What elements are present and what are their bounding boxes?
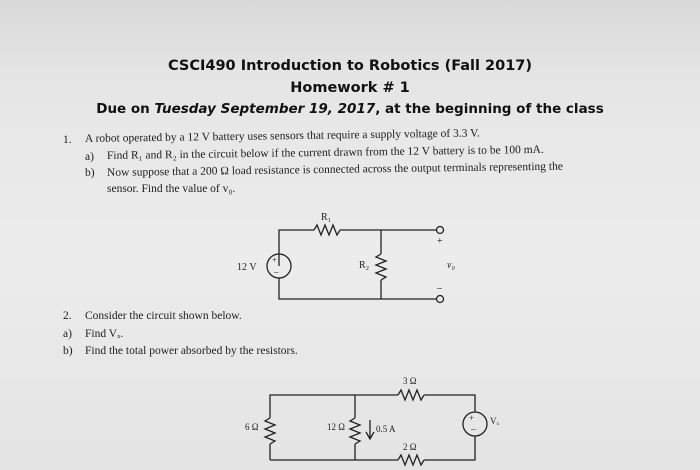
- terminal-minus-sign: –: [437, 283, 442, 294]
- r12-resistor: [350, 418, 360, 444]
- r1-label: R₁: [321, 212, 332, 223]
- terminal-plus-sign: +: [437, 236, 443, 247]
- due-suffix: , at the beginning of the class: [375, 101, 604, 117]
- course-title: CSCI490 Introduction to Robotics (Fall 2017): [167, 58, 533, 74]
- due-prefix: Due on: [96, 101, 155, 117]
- problem1b-text2: sensor. Find the value of v₀.: [107, 183, 236, 195]
- problem1a-label: a): [85, 151, 94, 163]
- r3-label: 3 Ω: [403, 376, 417, 386]
- r6-resistor: [265, 418, 275, 444]
- vx-minus-sign: –: [471, 424, 476, 434]
- vx-plus-sign: +: [469, 413, 475, 423]
- problem2b-label: b): [63, 345, 73, 357]
- source-minus-sign: –: [274, 267, 279, 277]
- r3-resistor: [398, 390, 424, 400]
- problem1b-text: Now suppose that a 200 Ω load resistance is connected across the output terminals representing the: [106, 160, 563, 179]
- source-plus-sign: +: [272, 255, 278, 265]
- source-label: 12 V: [237, 262, 257, 273]
- r12-label: 12 Ω: [327, 422, 345, 432]
- vo-label: v₀: [447, 260, 455, 271]
- problem2a-text: Find Vₓ.: [85, 328, 124, 340]
- r2-label: R₂: [359, 260, 370, 271]
- problem2-text: Consider the circuit shown below.: [85, 310, 242, 322]
- problem2b-text: Find the total power absorbed by the resistors.: [85, 345, 298, 357]
- current-label: 0.5 A: [376, 424, 396, 434]
- r2-ohm-resistor: [398, 455, 424, 465]
- problem2-number: 2.: [63, 310, 72, 322]
- vx-label: Vₓ: [490, 416, 500, 426]
- homework-title: Homework # 1: [290, 80, 410, 96]
- r6-label: 6 Ω: [245, 422, 259, 432]
- problem1-number: 1.: [63, 134, 72, 146]
- r2-label-2: 2 Ω: [403, 442, 417, 452]
- problem1-text: A robot operated by a 12 V battery uses sensors that require a supply voltage of 3.3 V.: [84, 127, 480, 145]
- due-date: Tuesday September 19, 2017: [154, 101, 376, 117]
- problem2a-label: a): [63, 328, 72, 340]
- problem1b-label: b): [85, 167, 95, 179]
- problem1a-text: Find R₁ and R₂ in the circuit below if the current drawn from the 12 V battery is to be 100 mA.: [106, 143, 544, 162]
